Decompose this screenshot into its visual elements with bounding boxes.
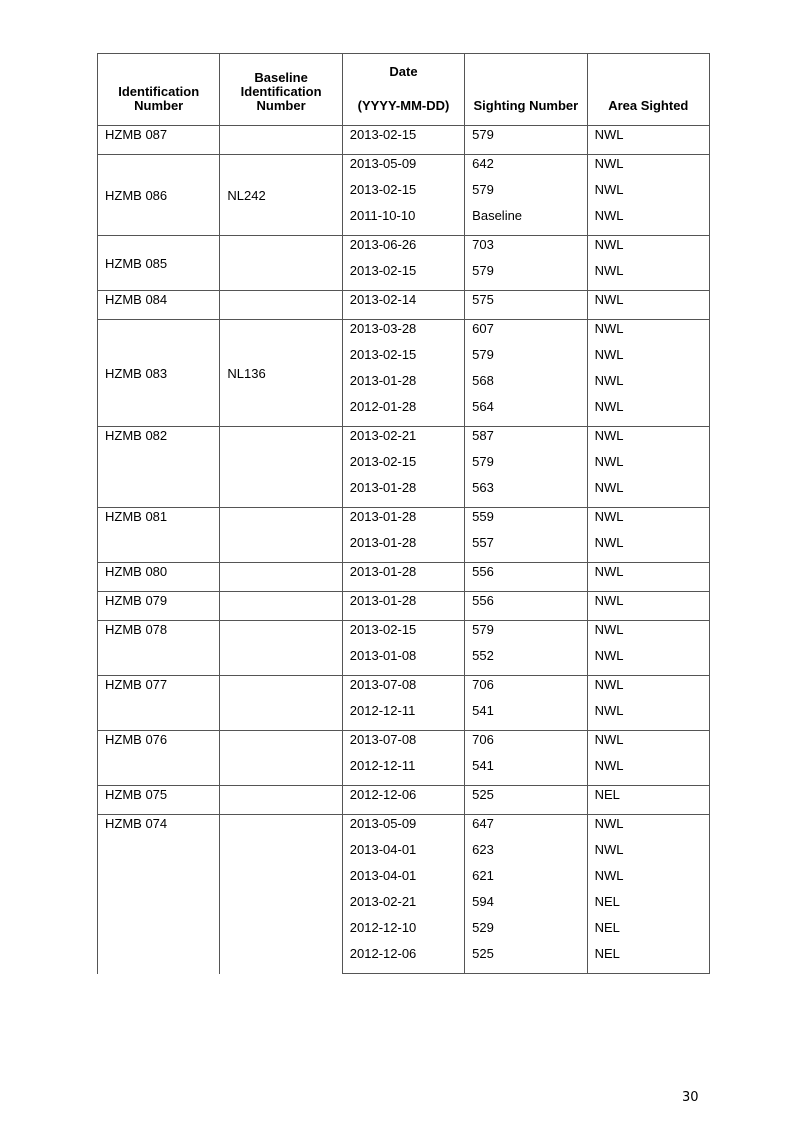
baseline-identification-cell: NL242 [220, 155, 342, 236]
area-sighted-cell: NWL [587, 759, 709, 786]
identification-number-cell: HZMB 075 [98, 786, 220, 815]
sighting-number-cell: 607 [465, 320, 587, 349]
sighting-number-cell: 525 [465, 947, 587, 974]
area-sighted-cell: NWL [587, 704, 709, 731]
date-cell: 2013-04-01 [342, 869, 464, 895]
area-sighted-cell: NWL [587, 621, 709, 650]
area-sighted-cell: NWL [587, 843, 709, 869]
baseline-identification-cell [220, 126, 342, 155]
sighting-number-cell: 703 [465, 236, 587, 265]
identification-number-cell: HZMB 081 [98, 508, 220, 563]
area-sighted-cell: NEL [587, 895, 709, 921]
table-row [98, 427, 710, 456]
area-sighted-cell: NWL [587, 649, 709, 676]
sighting-number-cell: 563 [465, 481, 587, 508]
table-row [98, 621, 710, 650]
date-cell: 2013-05-09 [342, 815, 464, 844]
date-cell: 2013-01-28 [342, 508, 464, 537]
date-cell: 2013-01-28 [342, 592, 464, 621]
identification-number-cell: HZMB 084 [98, 291, 220, 320]
baseline-identification-cell [220, 786, 342, 815]
date-cell: 2012-12-11 [342, 759, 464, 786]
date-cell: 2013-01-28 [342, 481, 464, 508]
table-row [98, 508, 710, 537]
area-sighted-cell: NWL [587, 481, 709, 508]
area-sighted-cell: NWL [587, 536, 709, 563]
date-cell: 2013-02-14 [342, 291, 464, 320]
date-cell: 2013-06-26 [342, 236, 464, 265]
baseline-identification-cell [220, 592, 342, 621]
area-sighted-cell: NWL [587, 869, 709, 895]
header-date-line-2: (YYYY-MM-DD) [357, 98, 450, 113]
sighting-number-cell: 579 [465, 455, 587, 481]
sighting-number-cell: 579 [465, 126, 587, 155]
sighting-number-cell: Baseline [465, 209, 587, 236]
identification-number-cell: HZMB 074 [98, 815, 220, 974]
table-row [98, 291, 710, 320]
date-cell: 2013-01-28 [342, 374, 464, 400]
area-sighted-cell: NWL [587, 320, 709, 349]
sightings-table [97, 53, 710, 974]
area-sighted-cell: NEL [587, 947, 709, 974]
sighting-number-cell: 564 [465, 400, 587, 427]
header-date-line-1: Date [389, 64, 418, 79]
header-baseline-line-1: Baseline [254, 70, 308, 85]
date-cell: 2012-12-06 [342, 947, 464, 974]
baseline-identification-cell [220, 731, 342, 786]
date-cell: 2013-03-28 [342, 320, 464, 349]
table-row [98, 676, 710, 705]
sighting-number-cell: 579 [465, 348, 587, 374]
area-sighted-cell: NWL [587, 291, 709, 320]
identification-number-cell: HZMB 078 [98, 621, 220, 676]
sighting-number-cell: 568 [465, 374, 587, 400]
table-body [98, 126, 710, 974]
area-sighted-cell: NWL [587, 676, 709, 705]
table-header [98, 54, 710, 126]
area-sighted-cell: NWL [587, 236, 709, 265]
sighting-number-cell: 541 [465, 704, 587, 731]
identification-number-cell: HZMB 080 [98, 563, 220, 592]
area-sighted-cell: NWL [587, 731, 709, 760]
area-sighted-cell: NWL [587, 183, 709, 209]
date-cell: 2013-01-28 [342, 563, 464, 592]
date-cell: 2013-02-15 [342, 348, 464, 374]
identification-number-cell: HZMB 079 [98, 592, 220, 621]
sighting-number-cell: 556 [465, 563, 587, 592]
header-baseline-line-3: Number [256, 98, 306, 113]
sighting-number-cell: 529 [465, 921, 587, 947]
area-sighted-cell: NWL [587, 563, 709, 592]
sighting-number-cell: 594 [465, 895, 587, 921]
sighting-number-cell: 647 [465, 815, 587, 844]
area-sighted-cell: NWL [587, 400, 709, 427]
table-row [98, 236, 710, 265]
sighting-number-cell: 575 [465, 291, 587, 320]
area-sighted-cell: NWL [587, 126, 709, 155]
sighting-number-cell: 621 [465, 869, 587, 895]
sighting-number-cell: 559 [465, 508, 587, 537]
identification-number-cell: HZMB 087 [98, 126, 220, 155]
area-sighted-cell: NWL [587, 455, 709, 481]
baseline-identification-cell [220, 676, 342, 731]
table-row [98, 592, 710, 621]
date-cell: 2013-02-15 [342, 264, 464, 291]
baseline-identification-cell [220, 563, 342, 592]
page-number: 30 [682, 1090, 699, 1105]
area-sighted-cell: NWL [587, 592, 709, 621]
date-cell: 2012-01-28 [342, 400, 464, 427]
date-cell: 2013-04-01 [342, 843, 464, 869]
date-cell: 2011-10-10 [342, 209, 464, 236]
baseline-identification-cell: NL136 [220, 320, 342, 427]
header-sighting-number: Sighting Number [465, 54, 587, 126]
sighting-number-cell: 579 [465, 183, 587, 209]
date-cell: 2013-02-15 [342, 183, 464, 209]
header-identification-line-2: Number [134, 98, 184, 113]
sighting-number-cell: 706 [465, 676, 587, 705]
baseline-identification-cell [220, 621, 342, 676]
date-cell: 2013-02-15 [342, 126, 464, 155]
area-sighted-cell: NWL [587, 209, 709, 236]
header-area-sighted: Area Sighted [587, 54, 709, 126]
table-row [98, 731, 710, 760]
identification-number-cell: HZMB 086 [98, 155, 220, 236]
sighting-number-cell: 579 [465, 264, 587, 291]
baseline-identification-cell [220, 508, 342, 563]
date-cell: 2013-05-09 [342, 155, 464, 184]
date-cell: 2013-02-21 [342, 895, 464, 921]
table-row [98, 126, 710, 155]
identification-number-cell: HZMB 076 [98, 731, 220, 786]
sighting-number-cell: 587 [465, 427, 587, 456]
sighting-number-cell: 579 [465, 621, 587, 650]
baseline-identification-cell [220, 236, 342, 291]
date-cell: 2012-12-10 [342, 921, 464, 947]
date-cell: 2013-01-08 [342, 649, 464, 676]
area-sighted-cell: NEL [587, 921, 709, 947]
area-sighted-cell: NWL [587, 815, 709, 844]
sighting-number-cell: 541 [465, 759, 587, 786]
table-row [98, 155, 710, 184]
date-cell: 2013-01-28 [342, 536, 464, 563]
baseline-identification-cell [220, 815, 342, 974]
sighting-number-cell: 706 [465, 731, 587, 760]
table-row [98, 563, 710, 592]
sighting-number-cell: 623 [465, 843, 587, 869]
table-row [98, 786, 710, 815]
header-baseline-identification-number [220, 54, 342, 126]
date-cell: 2013-07-08 [342, 731, 464, 760]
area-sighted-cell: NWL [587, 374, 709, 400]
sighting-number-cell: 552 [465, 649, 587, 676]
identification-number-cell: HZMB 082 [98, 427, 220, 508]
header-row [98, 54, 710, 126]
header-baseline-line-2: Identification [240, 84, 322, 99]
date-cell: 2013-02-15 [342, 621, 464, 650]
area-sighted-cell: NWL [587, 155, 709, 184]
area-sighted-cell: NWL [587, 427, 709, 456]
identification-number-cell: HZMB 083 [98, 320, 220, 427]
table-row [98, 815, 710, 844]
date-cell: 2013-02-15 [342, 455, 464, 481]
sighting-number-cell: 556 [465, 592, 587, 621]
header-identification-number [98, 54, 220, 126]
sighting-number-cell: 642 [465, 155, 587, 184]
date-cell: 2012-12-11 [342, 704, 464, 731]
area-sighted-cell: NWL [587, 508, 709, 537]
header-date [342, 54, 464, 126]
identification-number-cell: HZMB 085 [98, 236, 220, 291]
table-row [98, 320, 710, 349]
header-identification-line-1: Identification [118, 84, 200, 99]
area-sighted-cell: NWL [587, 264, 709, 291]
sighting-number-cell: 557 [465, 536, 587, 563]
area-sighted-cell: NWL [587, 348, 709, 374]
date-cell: 2013-02-21 [342, 427, 464, 456]
baseline-identification-cell [220, 291, 342, 320]
area-sighted-cell: NEL [587, 786, 709, 815]
date-cell: 2013-07-08 [342, 676, 464, 705]
date-cell: 2012-12-06 [342, 786, 464, 815]
identification-number-cell: HZMB 077 [98, 676, 220, 731]
sighting-number-cell: 525 [465, 786, 587, 815]
baseline-identification-cell [220, 427, 342, 508]
